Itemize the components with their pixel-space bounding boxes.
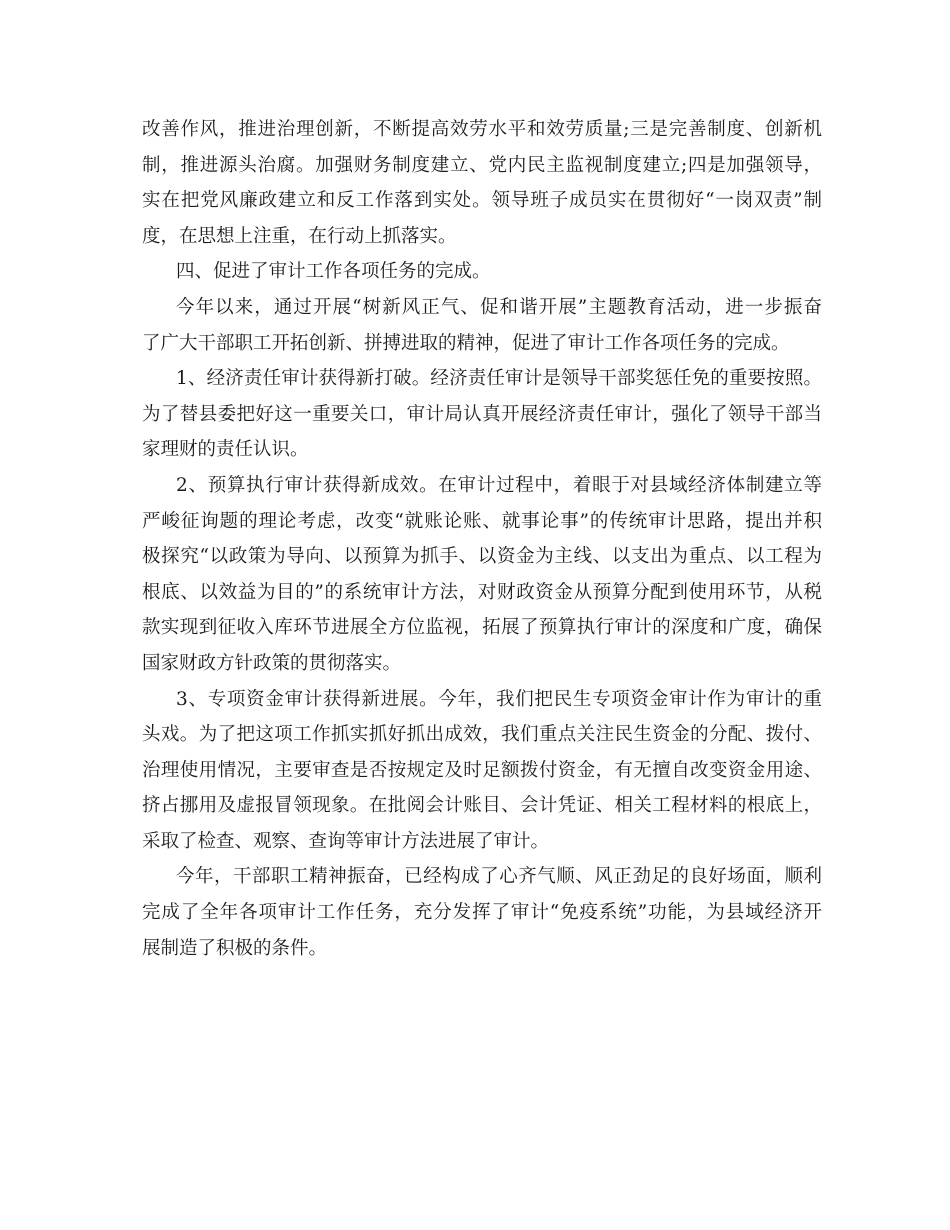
text-line: 完成了全年各项审计工作任务，充分发挥了审计“免疫系统”功能，为县域经济开 [142,902,822,924]
text-line: 今年以来，通过开展“树新风正气、促和谐开展”主题教育活动，进一步振奋 [176,296,822,318]
text-line: 头戏。为了把这项工作抓实抓好抓出成效，我们重点关注民生资金的分配、拨付、 [142,724,822,746]
text-line: 四、促进了审计工作各项任务的完成。 [176,261,491,283]
text-line: 国家财政方针政策的贯彻落实。 [142,652,402,674]
text-line: 根底、以效益为目的”的系统审计方法，对财政资金从预算分配到使用环节，从税 [142,581,822,603]
text-line: 挤占挪用及虚报冒领现象。在批阅会计账目、会计凭证、相关工程材料的根底上， [142,795,822,817]
text-line: 了广大干部职工开拓创新、拼搏进取的精神，促进了审计工作各项任务的完成。 [142,332,790,354]
text-line: 展制造了积极的条件。 [142,937,328,959]
text-line: 严峻征询题的理论考虑，改变“就账论账、就事论事”的传统审计思路，提出并积 [142,510,822,532]
text-line: 采取了检查、观察、查询等审计方法进展了审计。 [142,830,550,852]
text-line: 极探究“以政策为导向、以预算为抓手、以资金为主线、以支出为重点、以工程为 [142,546,822,568]
text-line: 款实现到征收入库环节进展全方位监视，拓展了预算执行审计的深度和广度，确保 [142,617,822,639]
text-line: 今年，干部职工精神振奋，已经构成了心齐气顺、风正劲足的良好场面，顺利 [176,866,822,888]
text-line: 治理使用情况，主要审查是否按规定及时足额拨付资金，有无擅自改变资金用途、 [142,759,822,781]
text-line: 3、专项资金审计获得新进展。今年，我们把民生专项资金审计作为审计的重 [176,688,822,710]
text-line: 实在把党风廉政建立和反工作落到实处。领导班子成员实在贯彻好“一岗双责”制 [142,190,822,212]
text-line: 为了替县委把好这一重要关口，审计局认真开展经济责任审计，强化了领导干部当 [142,403,822,425]
text-line: 制，推进源头治腐。加强财务制度建立、党内民主监视制度建立;四是加强领导， [142,154,822,176]
text-line: 度，在思想上注重，在行动上抓落实。 [142,225,457,247]
document-body [142,112,822,966]
text-line: 家理财的责任认识。 [142,439,309,461]
text-line: 1、经济责任审计获得新打破。经济责任审计是领导干部奖惩任免的重要按照。 [176,368,822,390]
text-line: 2、预算执行审计获得新成效。在审计过程中，着眼于对县域经济体制建立等 [176,474,822,496]
text-line: 改善作风，推进治理创新，不断提高效劳水平和效劳质量;三是完善制度、创新机 [142,119,822,140]
